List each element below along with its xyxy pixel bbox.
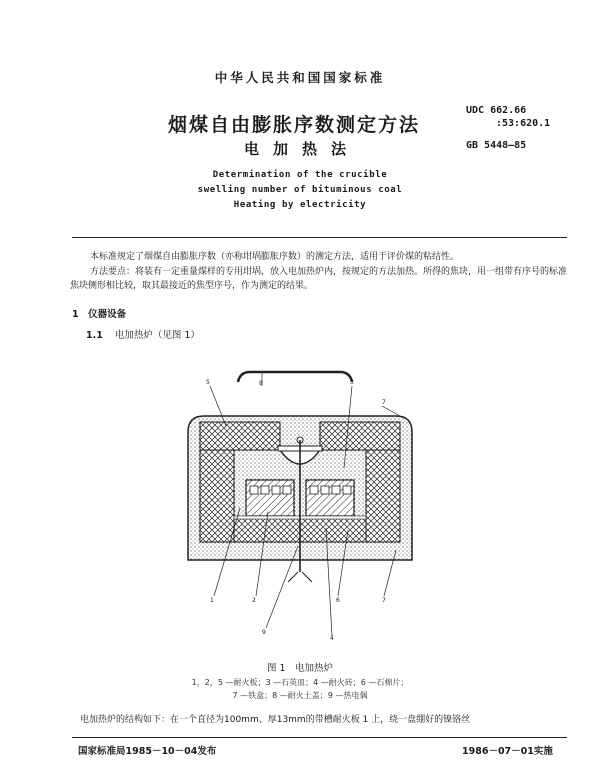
figure-legend-line-2: 7 —铁盒；8 —耐火土盖；9 —热电偶 xyxy=(232,691,368,700)
label-6: 6 xyxy=(336,597,340,604)
intro-paragraph: 本标准规定了烟煤自由膨胀序数（亦称坩埚膨胀序数）的测定方法，适用于评价煤的粘结性。 xyxy=(90,252,460,262)
refractory-lid xyxy=(238,372,352,382)
udc-line-2: :53:620.1 xyxy=(496,118,551,129)
standard-subtitle: 电加热法 xyxy=(243,140,360,158)
section-heading: 1 仪器设备 xyxy=(72,309,127,320)
label-7-bottom: 7 xyxy=(382,597,386,604)
implementation-date: 1986－07－01实施 xyxy=(462,746,553,757)
label-3: 3 xyxy=(350,379,354,386)
english-title-line-1: Determination of the crucible xyxy=(212,170,388,180)
udc-line-1: UDC 662.66 xyxy=(466,105,527,116)
label-4: 4 xyxy=(330,635,334,640)
brick-wall-left xyxy=(200,450,234,542)
standard-title: 烟煤自由膨胀序数测定方法 xyxy=(168,114,421,136)
english-title-line-2: swelling number of bituminous coal xyxy=(197,185,403,195)
english-title-line-3: Heating by electricity xyxy=(233,200,367,210)
structure-paragraph: 电加热炉的结构如下：在一个直径为100mm、厚13mm的带槽耐火板 1 上，绕一盘绷好的镍铬丝 xyxy=(80,715,471,725)
method-paragraph: 方法要点：将装有一定重量煤样的专用坩埚，放入电加热炉内，按规定的方法加热。所得的焦块，用一组带有序号的标准焦块侧形相比较，取其最接近的焦型序号，作为测定的结果。 xyxy=(70,267,568,291)
label-9: 9 xyxy=(262,629,266,636)
heater-plate-left xyxy=(246,480,294,516)
country-header: 中华人民共和国国家标准 xyxy=(214,70,386,85)
udc-code xyxy=(466,104,550,130)
issue-date: 国家标准局1985－10－04发布 xyxy=(78,746,217,757)
header-divider xyxy=(72,237,567,238)
top-plate-left xyxy=(200,422,280,450)
heater-plate-right xyxy=(306,480,354,516)
gb-code: GB 5448—85 xyxy=(466,140,527,151)
figure-caption: 图 1 电加热炉 xyxy=(266,663,334,674)
figure-legend-line-1: 1，2，5 —耐火板；3 —石英皿；4 —耐火砖；6 —石棉片； xyxy=(191,678,409,687)
subsection-title: 电加热炉（见图 1） xyxy=(114,330,200,341)
footer-divider xyxy=(72,737,567,738)
label-8: 8 xyxy=(259,380,263,387)
top-plate-right xyxy=(320,422,400,450)
subsection-number: 1.1 xyxy=(86,330,103,341)
label-5: 5 xyxy=(206,379,210,386)
brick-wall-right xyxy=(366,450,400,542)
thermocouple-wires xyxy=(288,572,312,582)
subsection-heading xyxy=(86,327,200,341)
label-7-top: 7 xyxy=(382,399,386,406)
label-2: 2 xyxy=(252,597,256,604)
furnace-diagram xyxy=(170,350,430,640)
english-title xyxy=(0,168,600,213)
label-1: 1 xyxy=(210,597,214,604)
